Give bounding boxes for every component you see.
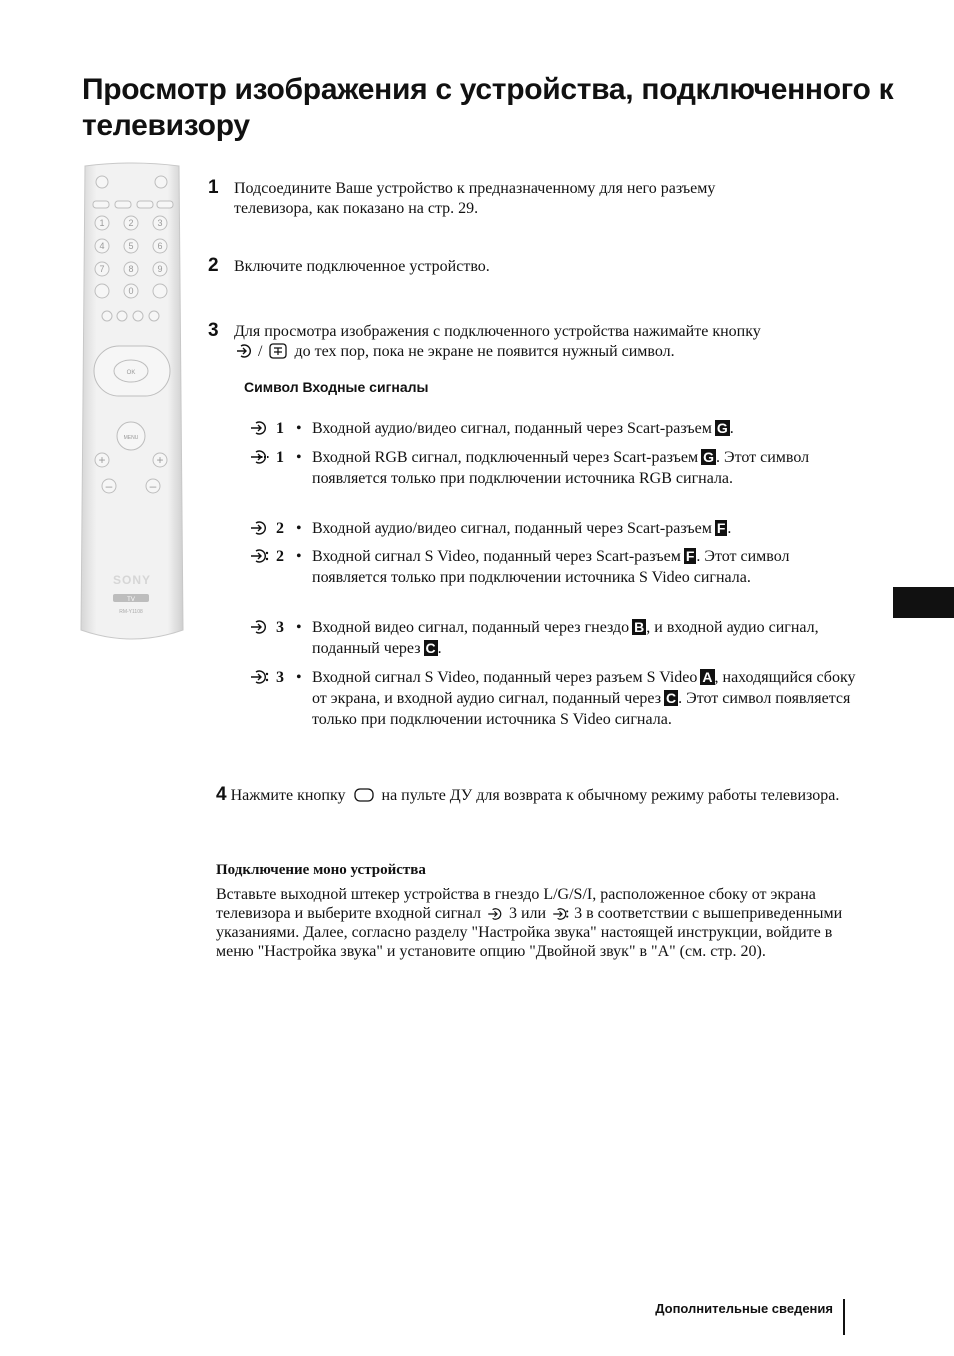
bullet: •	[296, 669, 302, 686]
step-text: Включите подключенное устройство.	[234, 258, 490, 275]
signal-text: Входной сигнал S Video, поданный через Scart-разъем	[312, 548, 681, 565]
step-number: 2	[208, 255, 219, 276]
svg-text:+: +	[98, 453, 106, 467]
step-2	[208, 256, 868, 277]
signals-table-header: Символ Входные сигналы	[244, 379, 429, 395]
connector-label: F	[716, 520, 726, 536]
mono-section-body	[216, 885, 866, 961]
step-text-continued: телевизора, как показано на стр. 29.	[234, 200, 479, 217]
bullet: •	[296, 619, 302, 636]
signal-number: 1	[276, 420, 284, 437]
remote-menu-label: MENU	[123, 435, 139, 441]
input-av-icon	[487, 907, 507, 921]
connector-label: G	[703, 449, 715, 465]
bullet: •	[296, 420, 302, 437]
signal-description	[296, 546, 860, 588]
signal-tail: , находящийся сбоку от экрана, и входной аудио сигнал, поданный через	[312, 669, 856, 707]
step-text-continued: на пульте ДУ для возврата к обычному режиму работы телевизора.	[381, 787, 840, 804]
svg-text:1: 1	[99, 218, 105, 228]
signal-text: Входной RGB сигнал, подключенный через Scart-разъем	[312, 449, 699, 466]
remote-brand-logo: SONY	[112, 573, 152, 587]
svg-text:–: –	[149, 479, 157, 493]
mono-text: Вставьте выходной штекер устройства в гнездо L/G/S/I, расположенное сбоку от экрана телевизора и выберите входной сигнал	[216, 886, 816, 922]
input-select-icon	[236, 343, 256, 359]
svg-text:5: 5	[128, 241, 134, 251]
section-tab-marker	[893, 587, 954, 618]
signal-symbol	[248, 518, 284, 539]
page-title: Просмотр изображения с устройства, подключенного к телевизору	[82, 73, 894, 142]
svg-text:–: –	[105, 479, 113, 493]
signal-tail: .	[437, 640, 442, 657]
signal-symbol	[248, 418, 284, 439]
connector-label: A	[702, 669, 713, 685]
signal-tail: , и входной аудио сигнал, поданный через	[312, 619, 819, 657]
signal-description	[296, 418, 860, 439]
svg-text:7: 7	[99, 264, 105, 274]
step-text-continued-line: до тех пор, пока не экране не появится нужный символ.	[294, 343, 675, 360]
signal-text: Входной аудио/видео сигнал, поданный через Scart-разъем	[312, 520, 712, 537]
signal-number: 1	[276, 449, 284, 466]
remote-control-illustration	[79, 160, 185, 644]
svg-text:3: 3	[157, 218, 163, 228]
input-av-icon	[250, 520, 272, 536]
input-svideo-icon	[552, 907, 572, 921]
signal-number: 2	[276, 548, 284, 565]
step-3	[208, 321, 868, 362]
input-svideo-icon	[250, 548, 272, 564]
bullet: •	[296, 520, 302, 537]
connector-label: B	[634, 619, 645, 635]
bullet: •	[296, 548, 302, 565]
text-toggle-icon	[268, 343, 288, 359]
svg-text:4: 4	[99, 241, 105, 251]
slash-separator: /	[258, 343, 263, 360]
mono-text: 3 или	[508, 905, 547, 922]
step-text: Для просмотра изображения с подключенного устройства нажимайте кнопку	[234, 323, 761, 340]
step-number: 4	[216, 784, 227, 805]
signal-description	[296, 617, 860, 659]
signal-number: 3	[276, 669, 284, 686]
signal-description	[296, 518, 860, 539]
mono-section-heading: Подключение моно устройства	[216, 862, 426, 878]
signal-symbol	[248, 447, 284, 468]
signal-symbol	[248, 546, 284, 567]
step-1	[208, 178, 868, 219]
input-rgb-icon	[250, 449, 272, 465]
step-4	[216, 785, 866, 806]
signal-text: Входной сигнал S Video, поданный через разъем S Video	[312, 669, 698, 686]
svg-text:6: 6	[157, 241, 163, 251]
mono-text: 3 в соответствии с вышеприведенными указаниями. Далее, согласно разделу "Настройка звука" настоящей инструкции, войдите в меню "Настройка звука" и установите опцию "Двойной звук" в "A" (см. стр. 20).	[216, 905, 843, 960]
step-text: Нажмите кнопку	[230, 787, 346, 804]
input-svideo-icon	[250, 669, 272, 685]
footer-section-name: Дополнительные сведения	[655, 1301, 833, 1316]
connector-label: C	[425, 640, 436, 656]
signal-description	[296, 447, 860, 489]
step-number: 1	[208, 177, 219, 198]
remote-model: RM-Y1108	[119, 609, 143, 615]
step-number: 3	[208, 320, 219, 341]
connector-label: G	[716, 420, 728, 436]
svg-text:+: +	[156, 453, 164, 467]
connector-label: F	[685, 548, 695, 564]
input-av-icon	[250, 619, 272, 635]
signal-number: 3	[276, 619, 284, 636]
step-text: Подсоедините Ваше устройство к предназначенному для него разъему	[234, 180, 716, 197]
svg-text:8: 8	[128, 264, 134, 274]
svg-text:2: 2	[128, 218, 134, 228]
svg-text:0: 0	[128, 286, 134, 296]
signal-tail: .	[729, 420, 734, 437]
signal-tail: . Этот символ появляется только при подключении источника S Video сигнала.	[312, 548, 790, 586]
signal-number: 2	[276, 520, 284, 537]
signal-symbol	[248, 667, 284, 688]
step-text-continued	[208, 342, 868, 362]
remote-tv-badge: TV	[127, 597, 135, 603]
signal-text: Входной аудио/видео сигнал, поданный через Scart-разъем	[312, 420, 712, 437]
signal-tail: . Этот символ появляется только при подключении источника S Video сигнала.	[312, 690, 851, 728]
svg-text:9: 9	[157, 264, 163, 274]
tv-mode-icon	[352, 787, 376, 803]
signal-tail: .	[727, 520, 732, 537]
bullet: •	[296, 449, 302, 466]
signal-symbol	[248, 617, 284, 638]
signal-description	[296, 667, 860, 730]
footer-divider	[843, 1299, 845, 1335]
signal-text: Входной видео сигнал, поданный через гнездо	[312, 619, 630, 636]
connector-label: C	[666, 690, 677, 706]
input-av-icon	[250, 420, 272, 436]
remote-ok-label: OK	[126, 370, 136, 376]
signal-tail: . Этот символ появляется только при подключении источника RGB сигнала.	[312, 449, 810, 487]
